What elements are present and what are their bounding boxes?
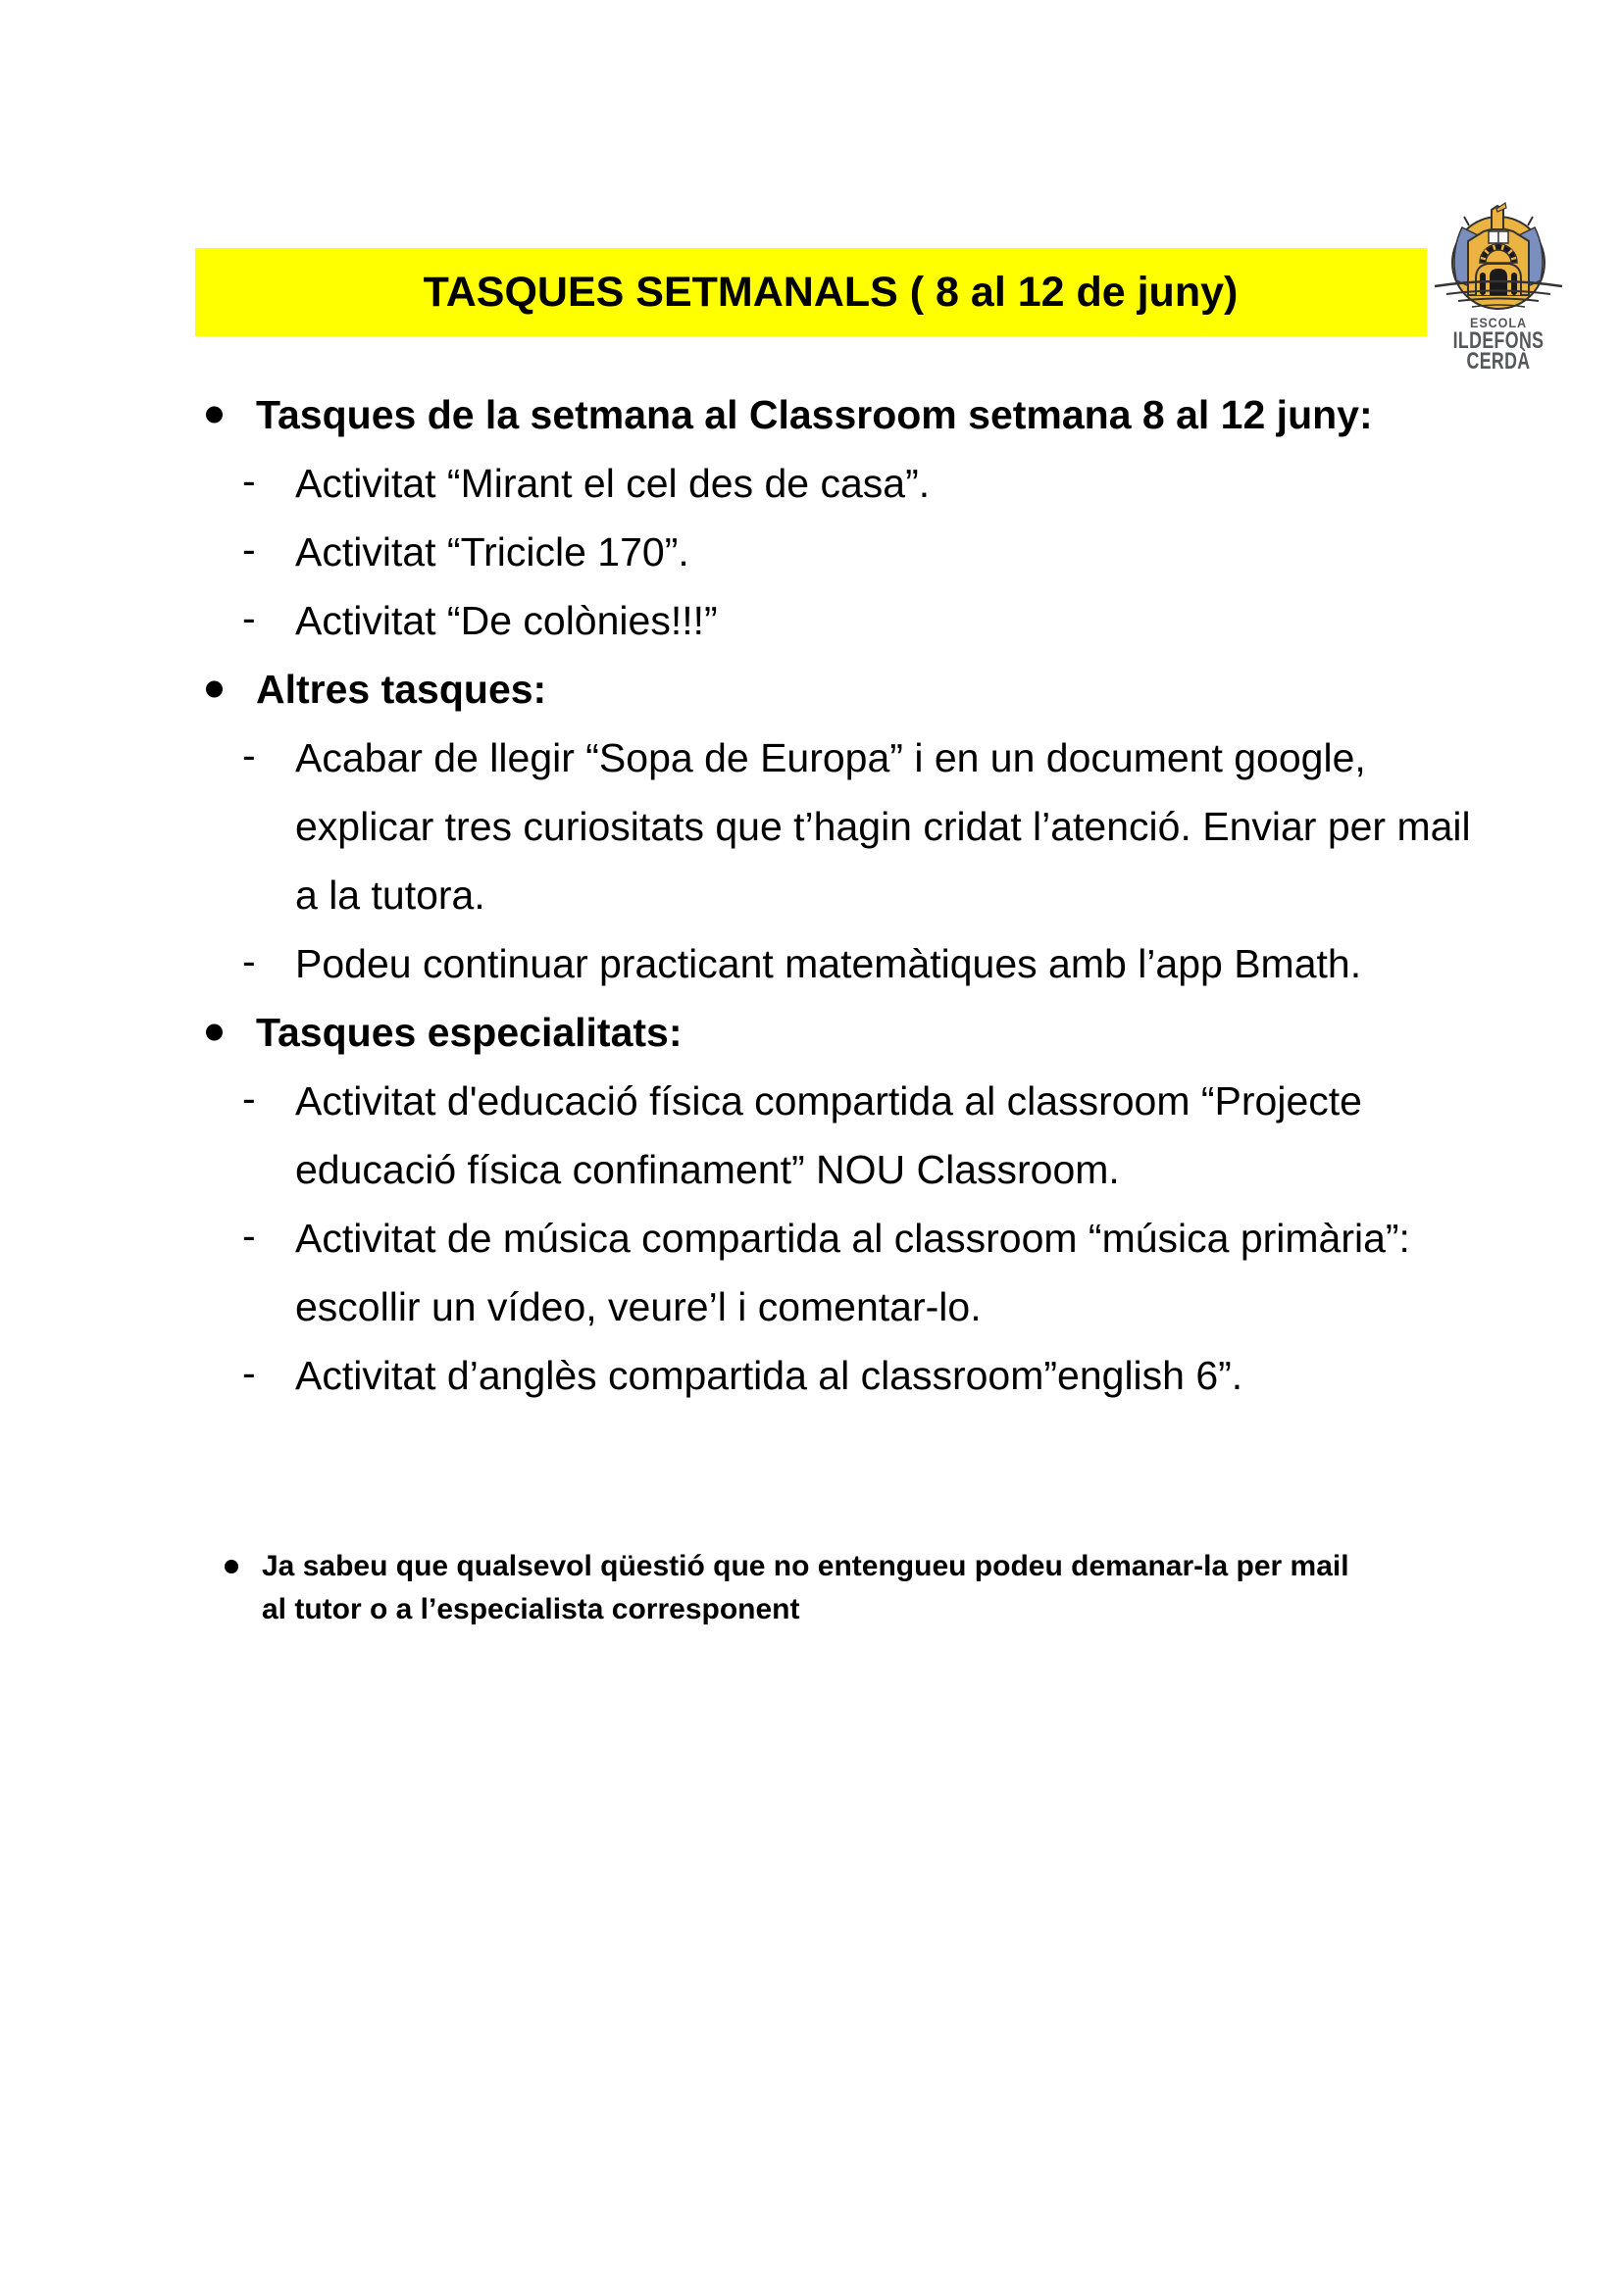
bullet-icon [206,681,223,698]
dash-bullet-icon: - [242,458,256,504]
dash-bullet-icon: - [242,732,256,778]
section-heading-text: Altres tasques: [256,666,547,712]
section-heading-row [0,998,1621,1067]
task-item-row [0,724,1621,792]
note-line-2: al tutor o a l’especialista corresponent [262,1593,800,1625]
task-item-row [0,449,1621,518]
task-item-row [0,861,1621,929]
task-item-text: explicar tres curiositats que t’hagin cridat l’atenció. Enviar per mail [295,803,1471,849]
task-item-row [0,1135,1621,1204]
task-item-row [0,792,1621,861]
task-item-row [0,929,1621,998]
task-item-row [0,1341,1621,1410]
dash-bullet-icon: - [242,1075,256,1122]
task-item-text: Activitat d'educació física compartida al classroom “Projecte [295,1077,1362,1123]
task-item-row [0,1067,1621,1135]
task-item-text: a la tutora. [295,872,485,918]
task-item-text: Activitat “Mirant el cel des de casa”. [295,460,931,506]
logo-name-line1: ILDEFONS [1452,327,1545,354]
task-item-text: Activitat d’anglès compartida al classroom”english 6”. [295,1352,1243,1398]
school-logo [1427,202,1570,372]
dash-bullet-icon: - [242,595,256,641]
task-item-text: Activitat “De colònies!!!” [295,597,718,643]
task-item-text: escollir un vídeo, veure’l i comentar-lo. [295,1283,982,1329]
bullet-icon [206,1024,223,1041]
dash-bullet-icon: - [242,526,256,573]
dash-bullet-icon: - [242,1350,256,1396]
bullet-icon [225,1560,238,1573]
task-list [0,380,1621,1410]
bullet-icon [206,407,223,424]
title-highlight-bar [195,248,1427,336]
task-item-text: Activitat “Tricicle 170”. [295,528,689,574]
task-item-text: educació física confinament” NOU Classroom. [295,1146,1120,1192]
task-item-text: Podeu continuar practicant matemàtiques amb l’app Bmath. [295,940,1362,986]
section-heading-row [0,655,1621,724]
task-item-row [0,586,1621,655]
task-item-text: Activitat de música compartida al classroom “música primària”: [295,1215,1410,1261]
note-line-1: Ja sabeu que qualsevol qüestió que no entengueu podeu demanar-la per mail [262,1550,1349,1582]
logo-name-line2: CERDÀ [1466,348,1531,374]
task-item-row [0,1273,1621,1341]
task-item-row [0,1204,1621,1273]
dash-bullet-icon: - [242,1213,256,1259]
document-title: TASQUES SETMANALS ( 8 al 12 de juny) [423,268,1239,316]
task-item-text: Acabar de llegir “Sopa de Europa” i en un document google, [295,734,1366,780]
section-heading-text: Tasques especialitats: [256,1009,683,1055]
section-heading-text: Tasques de la setmana al Classroom setmana 8 al 12 juny: [256,391,1373,437]
footer-note [0,1545,1621,1631]
section-heading-row [0,380,1621,449]
logo-escola-label: ESCOLA [1470,315,1527,330]
dash-bullet-icon: - [242,938,256,984]
task-item-row [0,518,1621,586]
school-crest-icon [1427,202,1570,314]
